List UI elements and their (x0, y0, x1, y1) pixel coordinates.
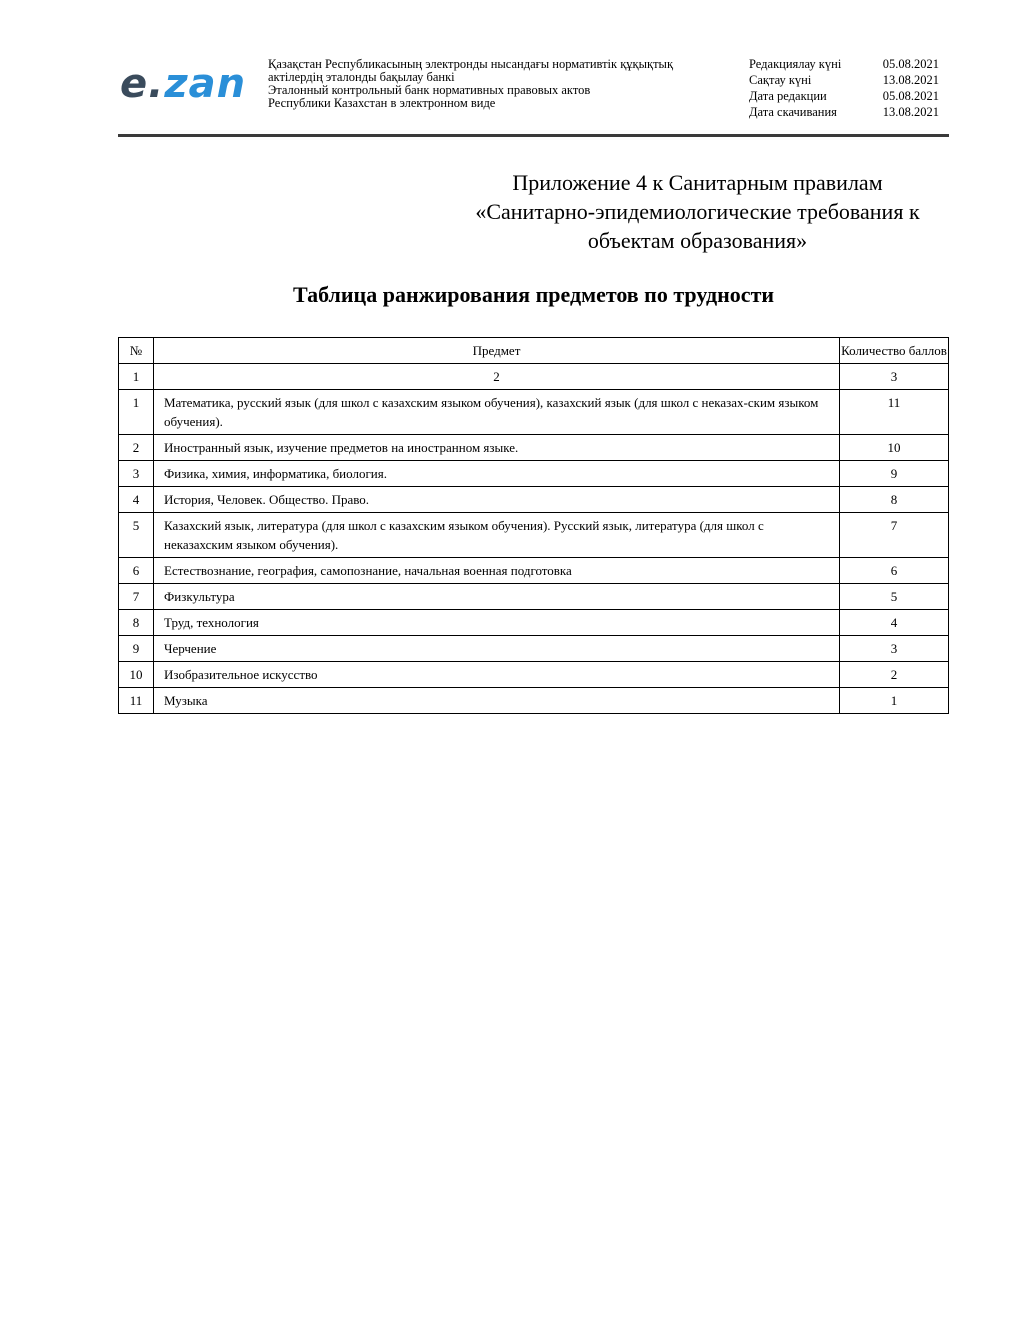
row-points-cell: 1 (840, 688, 949, 714)
logo-zan: zan (164, 61, 247, 107)
table-row (119, 610, 949, 636)
header-line: актілердің эталонды бақылау банкі (268, 70, 455, 84)
row-points-cell: 3 (840, 636, 949, 662)
date-label: Дата редакции (749, 89, 827, 103)
index-cell: 2 (154, 364, 840, 390)
logo-dot: . (148, 61, 165, 107)
table-row (119, 390, 949, 435)
row-subject-cell: Музыка (154, 688, 840, 714)
date-label: Сақтау күні (749, 73, 812, 87)
date-label: Редакциялау күні (749, 57, 842, 71)
date-value: 13.08.2021 (882, 105, 939, 119)
table-row (119, 584, 949, 610)
row-points-cell: 7 (840, 513, 949, 558)
row-points-cell: 6 (840, 558, 949, 584)
table-header-row (119, 338, 949, 364)
row-subject-cell: Физика, химия, информатика, биология. (154, 461, 840, 487)
row-subject-cell: Изобразительное искусство (154, 662, 840, 688)
row-points-cell: 8 (840, 487, 949, 513)
row-num-cell: 10 (119, 662, 154, 688)
header-subject: Предмет (154, 338, 840, 364)
row-points-cell: 9 (840, 461, 949, 487)
date-label: Дата скачивания (749, 105, 837, 119)
row-num-cell: 7 (119, 584, 154, 610)
table-row (119, 487, 949, 513)
date-value: 13.08.2021 (882, 73, 939, 87)
row-num-cell: 9 (119, 636, 154, 662)
logo-e: e (120, 61, 149, 107)
page-title: Таблица ранжирования предметов по трудности (292, 282, 775, 307)
row-num-cell: 1 (119, 390, 154, 435)
table-row (119, 636, 949, 662)
row-subject-cell: Математика, русский язык (для школ с казахским языком обучения), казахский язык (для школ с неказах-ским языком обучения). (154, 390, 840, 435)
appendix-line: «Санитарно-эпидемиологические требования к (475, 199, 920, 224)
table-index-row (119, 364, 949, 390)
header-points: Количество баллов (840, 338, 949, 364)
header-dates (749, 56, 949, 120)
header-num: № (119, 338, 154, 364)
row-points-cell: 5 (840, 584, 949, 610)
index-cell: 3 (840, 364, 949, 390)
row-num-cell: 4 (119, 487, 154, 513)
date-value: 05.08.2021 (882, 57, 939, 71)
row-points-cell: 11 (840, 390, 949, 435)
date-row (749, 72, 949, 88)
table-row (119, 688, 949, 714)
date-row (749, 88, 949, 104)
appendix-caption (450, 168, 945, 255)
table-row (119, 558, 949, 584)
header-line: Республики Казахстан в электронном виде (268, 96, 496, 110)
table-row (119, 435, 949, 461)
row-points-cell: 10 (840, 435, 949, 461)
row-num-cell: 8 (119, 610, 154, 636)
row-subject-cell: Труд, технология (154, 610, 840, 636)
row-subject-cell: История, Человек. Общество. Право. (154, 487, 840, 513)
row-subject-cell: Черчение (154, 636, 840, 662)
ranking-table (118, 337, 949, 714)
date-value: 05.08.2021 (882, 89, 939, 103)
row-num-cell: 11 (119, 688, 154, 714)
table-row (119, 513, 949, 558)
header-line: Қазақстан Республикасының электронды нысандағы нормативтік құқықтық (268, 57, 674, 71)
document-header (118, 52, 949, 137)
row-num-cell: 6 (119, 558, 154, 584)
row-points-cell: 4 (840, 610, 949, 636)
ezan-logo (120, 61, 247, 107)
row-subject-cell: Иностранный язык, изучение предметов на иностранном языке. (154, 435, 840, 461)
table-row (119, 461, 949, 487)
row-points-cell: 2 (840, 662, 949, 688)
row-num-cell: 2 (119, 435, 154, 461)
row-num-cell: 5 (119, 513, 154, 558)
appendix-line: Приложение 4 к Санитарным правилам (512, 170, 883, 195)
header-line: Эталонный контрольный банк нормативных правовых актов (268, 83, 591, 97)
row-subject-cell: Естествознание, география, самопознание, начальная военная подготовка (154, 558, 840, 584)
date-row (749, 104, 949, 120)
table-row (119, 662, 949, 688)
index-cell: 1 (119, 364, 154, 390)
date-row (749, 56, 949, 72)
row-subject-cell: Физкультура (154, 584, 840, 610)
row-num-cell: 3 (119, 461, 154, 487)
row-subject-cell: Казахский язык, литература (для школ с казахским языком обучения). Русский язык, литература (для школ с неказахским языком обучения). (154, 513, 840, 558)
header-description (268, 58, 728, 110)
appendix-line: объектам образования» (587, 228, 808, 253)
